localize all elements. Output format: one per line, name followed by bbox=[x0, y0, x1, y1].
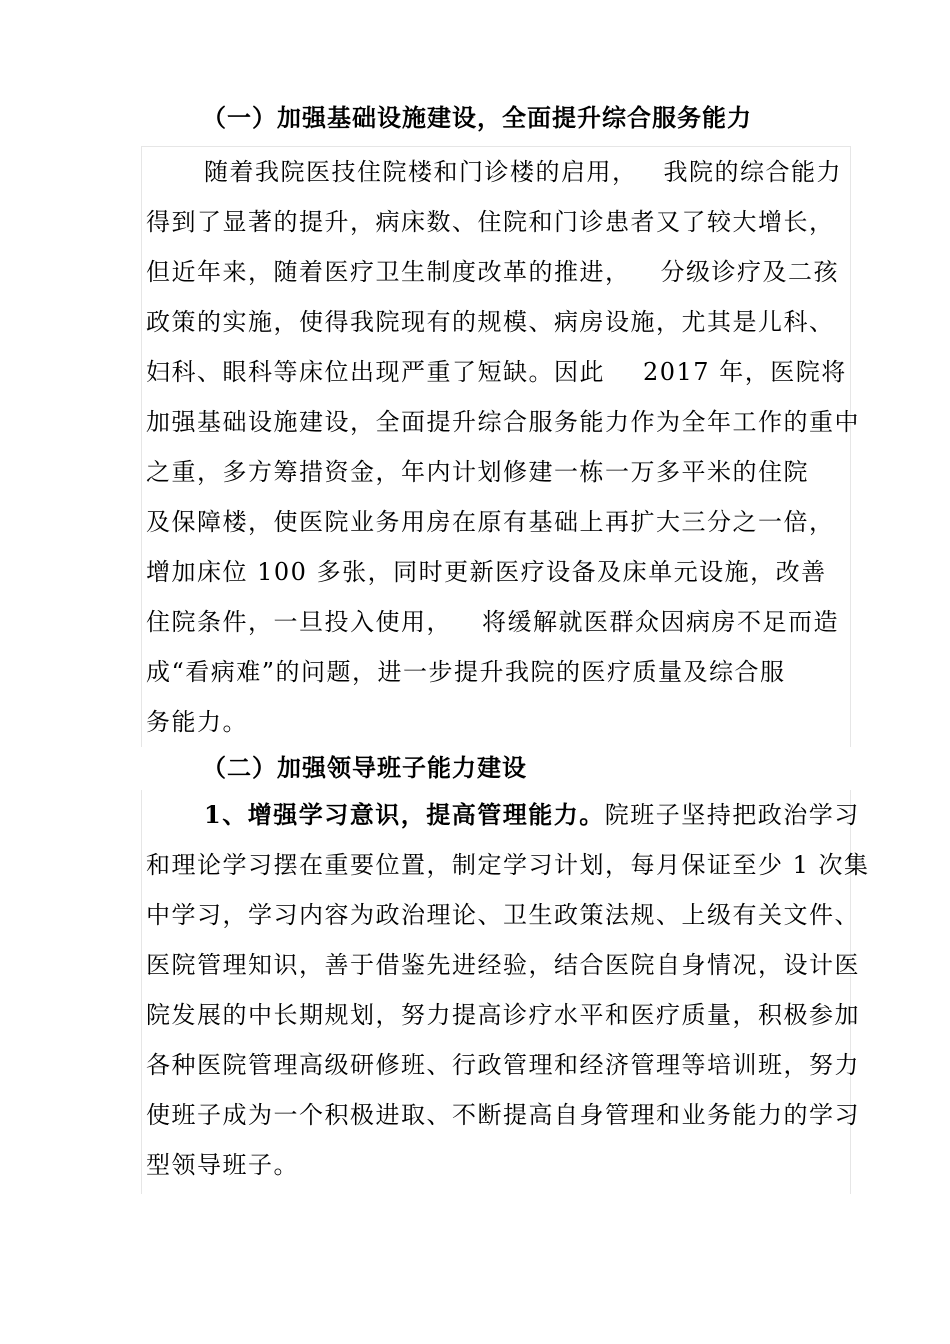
paragraph-line: 成“看病难”的问题，进一步提升我院的医疗质量及综合服 bbox=[146, 658, 786, 686]
section-1-body bbox=[141, 146, 860, 747]
paragraph-line: 中学习，学习内容为政治理论、卫生政策法规、上级有关文件、 bbox=[146, 901, 860, 929]
paragraph-line: 医院管理知识，善于借鉴先进经验，结合医院自身情况，设计医 bbox=[146, 951, 860, 979]
item-lead: 1、增强学习意识，提高管理能力。 bbox=[204, 800, 605, 829]
paragraph-line: 各种医院管理高级研修班、行政管理和经济管理等培训班，努力 bbox=[146, 1051, 860, 1079]
section-heading-1: （一）加强基础设施建设，全面提升综合服务能力 bbox=[202, 103, 752, 132]
paragraph-line: 使班子成为一个积极进取、不断提高自身管理和业务能力的学习 bbox=[146, 1101, 860, 1129]
paragraph-line: 院发展的中长期规划，努力提高诊疗水平和医疗质量，积极参加 bbox=[146, 1001, 860, 1029]
paragraph-line: 增加床位 100 多张，同时更新医疗设备及床单元设施，改善 bbox=[146, 558, 827, 586]
paragraph-line: 之重，多方筹措资金，年内计划修建一栋一万多平米的住院 bbox=[146, 458, 809, 486]
paragraph-line: 妇科、眼科等床位出现严重了短缺。因此 2017 年，医院将 bbox=[146, 358, 847, 386]
paragraph-line: 和理论学习摆在重要位置，制定学习计划，每月保证至少 1 次集 bbox=[146, 851, 870, 879]
paragraph-line: 但近年来，随着医疗卫生制度改革的推进， 分级诊疗及二孩 bbox=[146, 258, 839, 286]
paragraph-line: 政策的实施，使得我院现有的规模、病房设施，尤其是儿科、 bbox=[146, 308, 835, 336]
section-2-body bbox=[141, 790, 870, 1194]
paragraph-line: 随着我院医技住院楼和门诊楼的启用， 我院的综合能力 bbox=[204, 158, 842, 186]
paragraph-line: 住院条件，一旦投入使用， 将缓解就医群众因病房不足而造 bbox=[146, 608, 839, 636]
paragraph-line: 务能力。 bbox=[146, 708, 248, 736]
paragraph-line: 得到了显著的提升，病床数、住院和门诊患者又了较大增长， bbox=[146, 208, 835, 236]
paragraph-line: 加强基础设施建设，全面提升综合服务能力作为全年工作的重中 bbox=[146, 408, 860, 436]
section-heading-2: （二）加强领导班子能力建设 bbox=[202, 753, 527, 782]
paragraph-line: 型领导班子。 bbox=[146, 1151, 299, 1179]
paragraph-line: 1、增强学习意识，提高管理能力。院班子坚持把政治学习 bbox=[204, 800, 860, 829]
paragraph-line: 及保障楼，使医院业务用房在原有基础上再扩大三分之一倍， bbox=[146, 508, 835, 536]
